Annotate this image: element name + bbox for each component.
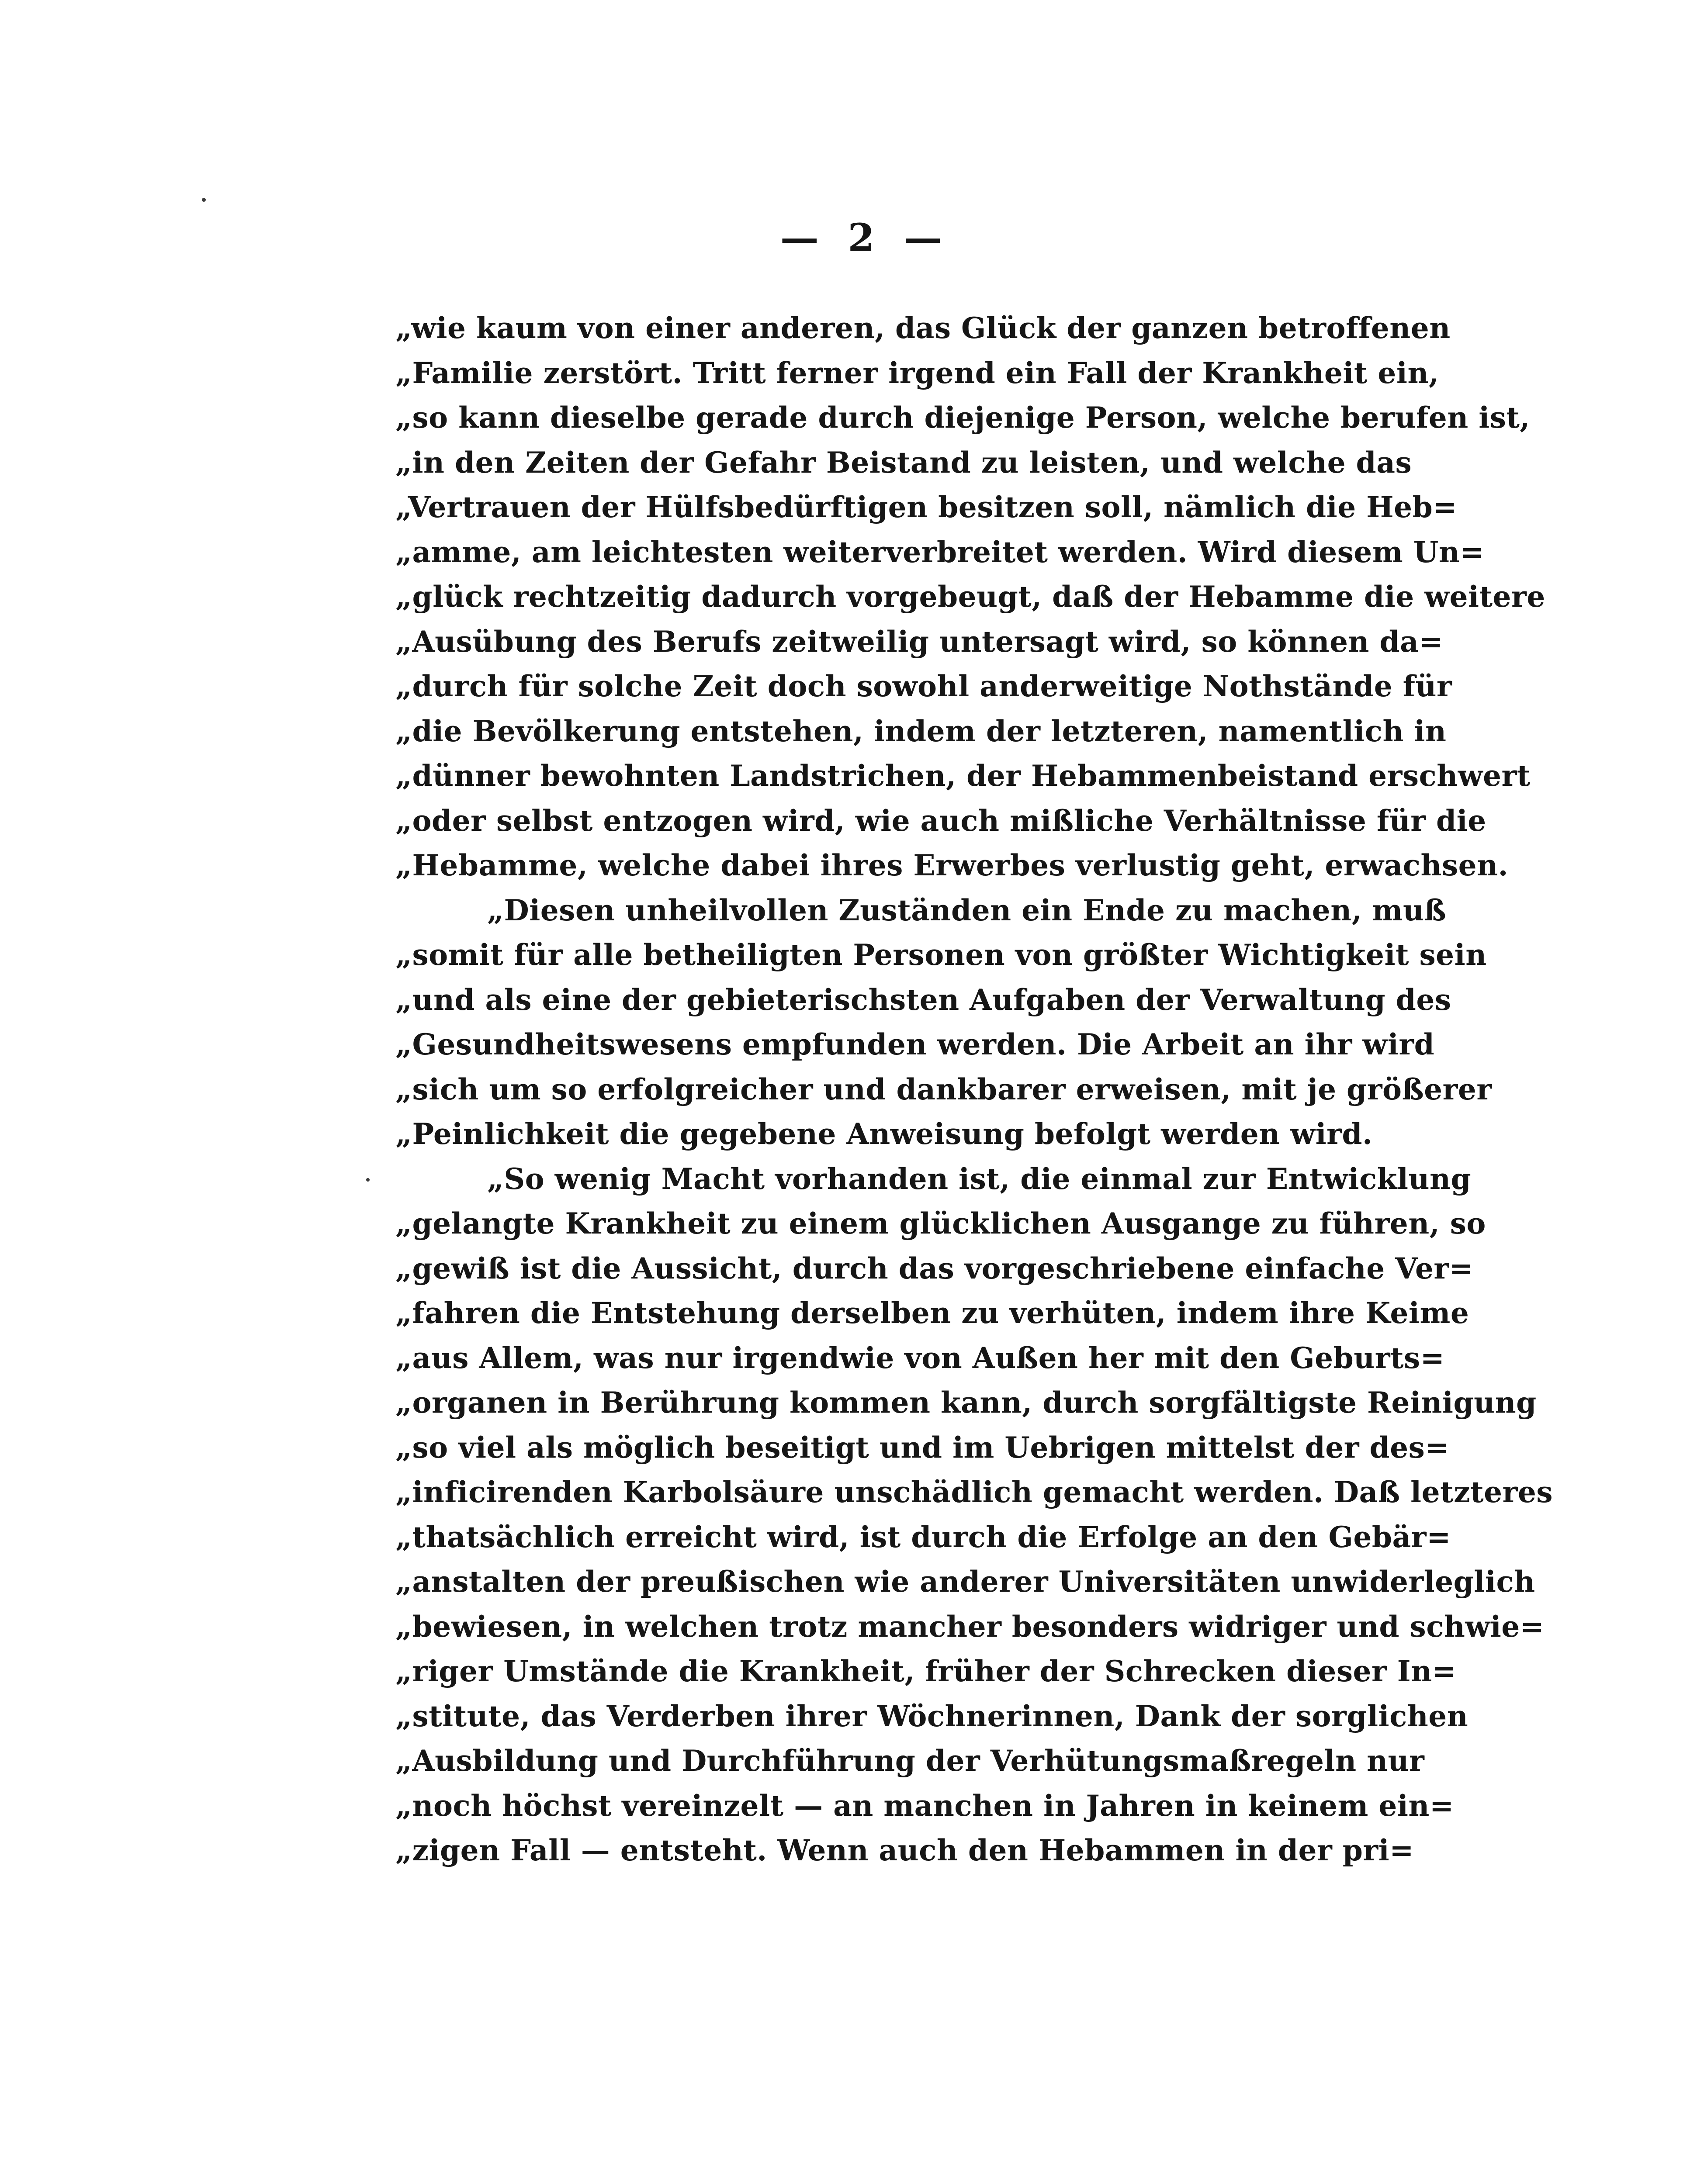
text-line: „Ausbildung und Durchführung der Verhütungsmaßregeln nur bbox=[395, 1744, 1425, 1778]
text-line: „Peinlichkeit die gegebene Anweisung befolgt werden wird. bbox=[395, 1117, 1373, 1151]
text-line: „somit für alle betheiligten Personen von größter Wichtigkeit sein bbox=[395, 938, 1487, 972]
scan-speck bbox=[202, 198, 206, 202]
text-line: „Gesundheitswesens empfunden werden. Die Arbeit an ihr wird bbox=[395, 1027, 1435, 1061]
page-number: — 2 — bbox=[780, 215, 950, 260]
text-line: „thatsächlich erreicht wird, ist durch die Erfolge an den Gebär= bbox=[395, 1520, 1451, 1554]
text-line: „noch höchst vereinzelt — an manchen in Jahren in keinem ein= bbox=[395, 1788, 1454, 1823]
text-line: „So wenig Macht vorhanden ist, die einmal zur Entwicklung bbox=[487, 1161, 1472, 1196]
text-line: „so kann dieselbe gerade durch diejenige Person, welche berufen ist, bbox=[395, 401, 1530, 435]
text-line: „die Bevölkerung entstehen, indem der letzteren, namentlich in bbox=[395, 714, 1447, 748]
text-line: „Vertrauen der Hülfsbedürftigen besitzen soll, nämlich die Heb= bbox=[395, 490, 1458, 524]
text-line: „anstalten der preußischen wie anderer Universitäten unwiderleglich bbox=[395, 1565, 1535, 1599]
text-line: „organen in Berührung kommen kann, durch sorgfältigste Reinigung bbox=[395, 1386, 1537, 1420]
text-line: „Hebamme, welche dabei ihres Erwerbes verlustig geht, erwachsen. bbox=[395, 848, 1509, 882]
text-line: „amme, am leichtesten weiterverbreitet werden. Wird diesem Un= bbox=[395, 535, 1485, 569]
text-line: „wie kaum von einer anderen, das Glück der ganzen betroffenen bbox=[395, 311, 1451, 345]
text-line: „riger Umstände die Krankheit, früher der Schrecken dieser In= bbox=[395, 1654, 1457, 1688]
text-line: „in den Zeiten der Gefahr Beistand zu leisten, und welche das bbox=[395, 445, 1412, 480]
text-line: „gewiß ist die Aussicht, durch das vorgeschriebene einfache Ver= bbox=[395, 1251, 1474, 1286]
text-line: „gelangte Krankheit zu einem glücklichen Ausgange zu führen, so bbox=[395, 1206, 1486, 1241]
scan-speck bbox=[366, 1178, 370, 1182]
text-line: „inficirenden Karbolsäure unschädlich gemacht werden. Daß letzteres bbox=[395, 1475, 1553, 1509]
text-line: „Ausübung des Berufs zeitweilig untersagt wird, so können da= bbox=[395, 624, 1444, 659]
text-line: „aus Allem, was nur irgendwie von Außen her mit den Geburts= bbox=[395, 1341, 1445, 1375]
text-line: „so viel als möglich beseitigt und im Uebrigen mittelst der des= bbox=[395, 1430, 1450, 1465]
text-line: „und als eine der gebieterischsten Aufgaben der Verwaltung des bbox=[395, 982, 1451, 1017]
text-line: „sich um so erfolgreicher und dankbarer erweisen, mit je größerer bbox=[395, 1072, 1492, 1106]
text-line: „Diesen unheilvollen Zuständen ein Ende zu machen, muß bbox=[487, 893, 1447, 927]
text-line: „dünner bewohnten Landstrichen, der Hebammenbeistand erschwert bbox=[395, 759, 1531, 793]
text-line: „oder selbst entzogen wird, wie auch mißliche Verhältnisse für die bbox=[395, 803, 1486, 838]
text-line: „stitute, das Verderben ihrer Wöchnerinnen, Dank der sorglichen bbox=[395, 1699, 1468, 1733]
text-line: „bewiesen, in welchen trotz mancher besonders widriger und schwie= bbox=[395, 1609, 1545, 1644]
text-line: „durch für solche Zeit doch sowohl anderweitige Nothstände für bbox=[395, 669, 1452, 703]
text-line: „glück rechtzeitig dadurch vorgebeugt, daß der Hebamme die weitere bbox=[395, 580, 1545, 614]
body-text bbox=[395, 306, 1553, 1873]
text-line: „Familie zerstört. Tritt ferner irgend ein Fall der Krankheit ein, bbox=[395, 356, 1439, 390]
text-line: „fahren die Entstehung derselben zu verhüten, indem ihre Keime bbox=[395, 1296, 1469, 1330]
text-line: „zigen Fall — entsteht. Wenn auch den Hebammen in der pri= bbox=[395, 1833, 1414, 1867]
